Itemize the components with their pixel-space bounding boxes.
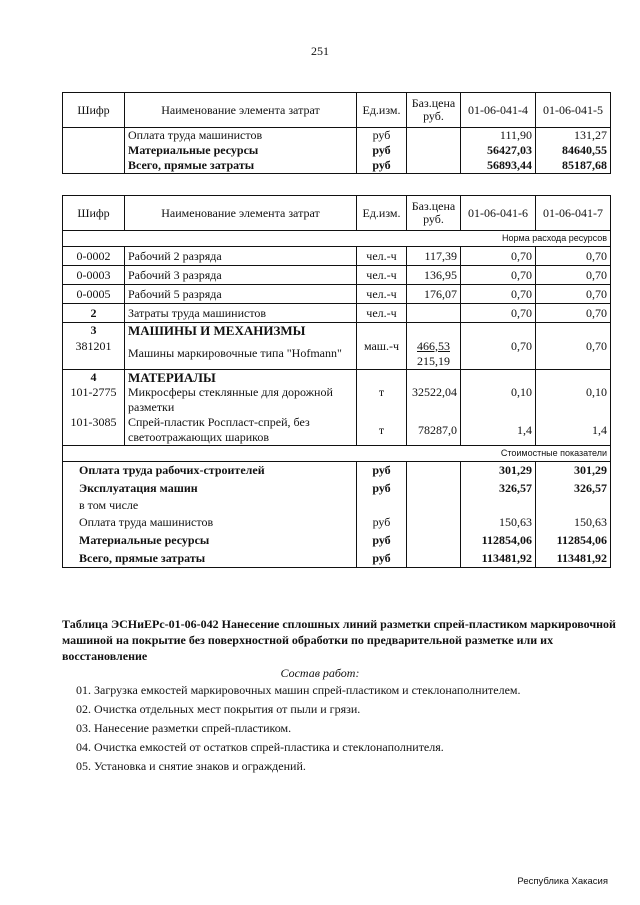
row-name: Рабочий 3 разряда — [125, 266, 357, 285]
row-unit: чел.-ч — [357, 247, 407, 266]
row-unit: чел.-ч — [357, 304, 407, 323]
section-title: МАШИНЫ И МЕХАНИЗМЫ — [125, 323, 357, 339]
norm-label: Норма расхода ресурсов — [63, 231, 611, 247]
row-name: Оплата труда рабочих-строителей — [63, 462, 357, 480]
row-value-1: 0,70 — [461, 304, 536, 323]
row-value-2: 113481,92 — [536, 550, 611, 568]
row-name: Всего, прямые затраты — [125, 158, 357, 174]
table-row — [63, 498, 611, 514]
row-price: 117,39 — [407, 247, 461, 266]
row-unit: руб — [357, 550, 407, 568]
row-value-2: 0,10 — [536, 385, 611, 415]
row-value-2: 150,63 — [536, 514, 611, 532]
row-value-1: 56427,03 — [461, 143, 536, 158]
table-row — [63, 128, 611, 144]
row-name: Спрей-пластик Роспласт-спрей, без светоотражающих шариков — [125, 415, 357, 446]
row-value-2: 0,70 — [536, 304, 611, 323]
row-value-2: 1,4 — [536, 415, 611, 446]
row-price: 32522,04 — [407, 385, 461, 415]
row-value-2: 326,57 — [536, 480, 611, 498]
table-row — [63, 247, 611, 266]
cost-label-row — [63, 446, 611, 462]
header-code: Шифр — [63, 196, 125, 231]
row-price: 78287,0 — [407, 415, 461, 446]
row-price — [407, 158, 461, 174]
row-name: Рабочий 5 разряда — [125, 285, 357, 304]
table-row — [63, 304, 611, 323]
row-code: 0-0002 — [63, 247, 125, 266]
row-unit: чел.-ч — [357, 285, 407, 304]
row-name: в том числе — [63, 498, 357, 514]
price-top: 466,53 — [417, 338, 450, 353]
row-value-1: 0,70 — [461, 247, 536, 266]
row-value-2: 301,29 — [536, 462, 611, 480]
table-row — [63, 480, 611, 498]
row-value-2: 0,70 — [536, 285, 611, 304]
row-unit: руб — [357, 158, 407, 174]
row-price — [407, 143, 461, 158]
row-value-1: 1,4 — [461, 415, 536, 446]
row-value-1: 0,70 — [461, 285, 536, 304]
row-code — [63, 143, 125, 158]
row-value-1: 0,70 — [461, 339, 536, 370]
row-name: Рабочий 2 разряда — [125, 247, 357, 266]
row-value-2: 131,27 — [536, 128, 611, 144]
row-value-2 — [536, 498, 611, 514]
section-title: МАТЕРИАЛЫ — [125, 369, 357, 385]
header-col-1: 01-06-041-6 — [461, 196, 536, 231]
works-list — [76, 681, 521, 776]
row-name: Материальные ресурсы — [125, 143, 357, 158]
row-code: 101-2775 — [63, 385, 125, 415]
header-name: Наименование элемента затрат — [125, 93, 357, 128]
table-header-row — [63, 93, 611, 128]
row-unit: руб — [357, 143, 407, 158]
section-row-machines — [63, 323, 611, 339]
norm-label-row — [63, 231, 611, 247]
price-bottom: 215,19 — [417, 353, 450, 368]
table-row — [63, 285, 611, 304]
row-name: Всего, прямые затраты — [63, 550, 357, 568]
list-item: 03. Нанесение разметки спрей-пластиком. — [76, 721, 292, 735]
row-price — [407, 128, 461, 144]
header-price: Баз.цена руб. — [407, 93, 461, 128]
table-row — [63, 462, 611, 480]
row-unit: т — [357, 415, 407, 446]
header-col-2: 01-06-041-7 — [536, 196, 611, 231]
table-row — [63, 158, 611, 174]
list-item: 04. Очистка емкостей от остатков спрей-пластика и стеклонаполнителя. — [76, 740, 444, 754]
row-value-2: 0,70 — [536, 247, 611, 266]
row-unit: руб — [357, 462, 407, 480]
row-unit: руб — [357, 480, 407, 498]
table-row — [63, 415, 611, 446]
row-value-2: 112854,06 — [536, 532, 611, 550]
row-value-1: 56893,44 — [461, 158, 536, 174]
row-code — [63, 158, 125, 174]
row-price — [407, 339, 461, 370]
table-row — [63, 266, 611, 285]
row-value-1: 0,70 — [461, 266, 536, 285]
row-code: 381201 — [63, 339, 125, 370]
row-unit: руб — [357, 128, 407, 144]
header-col-2: 01-06-041-5 — [536, 93, 611, 128]
row-value-2: 0,70 — [536, 339, 611, 370]
list-item: 02. Очистка отдельных мест покрытия от пыли и грязи. — [76, 702, 361, 716]
row-price: 136,95 — [407, 266, 461, 285]
header-code: Шифр — [63, 93, 125, 128]
resource-norms-table-2 — [62, 195, 611, 568]
row-unit: маш.-ч — [357, 339, 407, 370]
row-value-2: 84640,55 — [536, 143, 611, 158]
row-value-1: 0,10 — [461, 385, 536, 415]
table-row — [63, 385, 611, 415]
page-number: 251 — [311, 44, 329, 58]
table-row — [63, 339, 611, 370]
row-code: 101-3085 — [63, 415, 125, 446]
row-code — [63, 128, 125, 144]
row-value-2: 85187,68 — [536, 158, 611, 174]
table-row — [63, 550, 611, 568]
row-value-1: 150,63 — [461, 514, 536, 532]
table-row — [63, 514, 611, 532]
table-header-row — [63, 196, 611, 231]
row-unit: чел.-ч — [357, 266, 407, 285]
row-value-2: 0,70 — [536, 266, 611, 285]
row-name: Материальные ресурсы — [63, 532, 357, 550]
header-unit: Ед.изм. — [357, 93, 407, 128]
row-name: Эксплуатация машин — [63, 480, 357, 498]
row-value-1: 112854,06 — [461, 532, 536, 550]
row-name: Затраты труда машинистов — [125, 304, 357, 323]
header-price: Баз.цена руб. — [407, 196, 461, 231]
row-value-1: 326,57 — [461, 480, 536, 498]
row-code: 0-0005 — [63, 285, 125, 304]
row-price — [407, 304, 461, 323]
cost-summary-table-1 — [62, 92, 611, 174]
header-unit: Ед.изм. — [357, 196, 407, 231]
row-code: 2 — [63, 304, 125, 323]
row-value-1: 113481,92 — [461, 550, 536, 568]
row-name: Микросферы стеклянные для дорожной разметки — [125, 385, 357, 415]
row-value-1: 301,29 — [461, 462, 536, 480]
row-value-1: 111,90 — [461, 128, 536, 144]
table-row — [63, 143, 611, 158]
cost-label: Стоимостные показатели — [63, 446, 611, 462]
list-item: 05. Установка и снятие знаков и ограждений. — [76, 759, 306, 773]
works-header: Состав работ: — [280, 666, 360, 680]
row-unit — [357, 498, 407, 514]
section-row-materials — [63, 369, 611, 385]
section-code: 3 — [63, 323, 125, 339]
header-col-1: 01-06-041-4 — [461, 93, 536, 128]
section-title: Таблица ЭСНиЕРс-01-06-042 Нанесение сплошных линий разметки спрей-пластиком маркировочной машиной на покрытие без поверхностной обработки по предварительной разметке или их восстановление — [62, 617, 616, 663]
section-code: 4 — [63, 369, 125, 385]
row-unit: т — [357, 385, 407, 415]
row-value-1 — [461, 498, 536, 514]
list-item: 01. Загрузка емкостей маркировочных машин спрей-пластиком и стеклонаполнителем. — [76, 683, 521, 697]
row-code: 0-0003 — [63, 266, 125, 285]
row-unit: руб — [357, 532, 407, 550]
page-footer: Республика Хакасия — [517, 876, 608, 887]
row-name: Оплата труда машинистов — [63, 514, 357, 532]
row-unit: руб — [357, 514, 407, 532]
row-name: Машины маркировочные типа "Hofmann" — [125, 339, 357, 370]
table-row — [63, 532, 611, 550]
header-name: Наименование элемента затрат — [125, 196, 357, 231]
row-name: Оплата труда машинистов — [125, 128, 357, 144]
row-price: 176,07 — [407, 285, 461, 304]
